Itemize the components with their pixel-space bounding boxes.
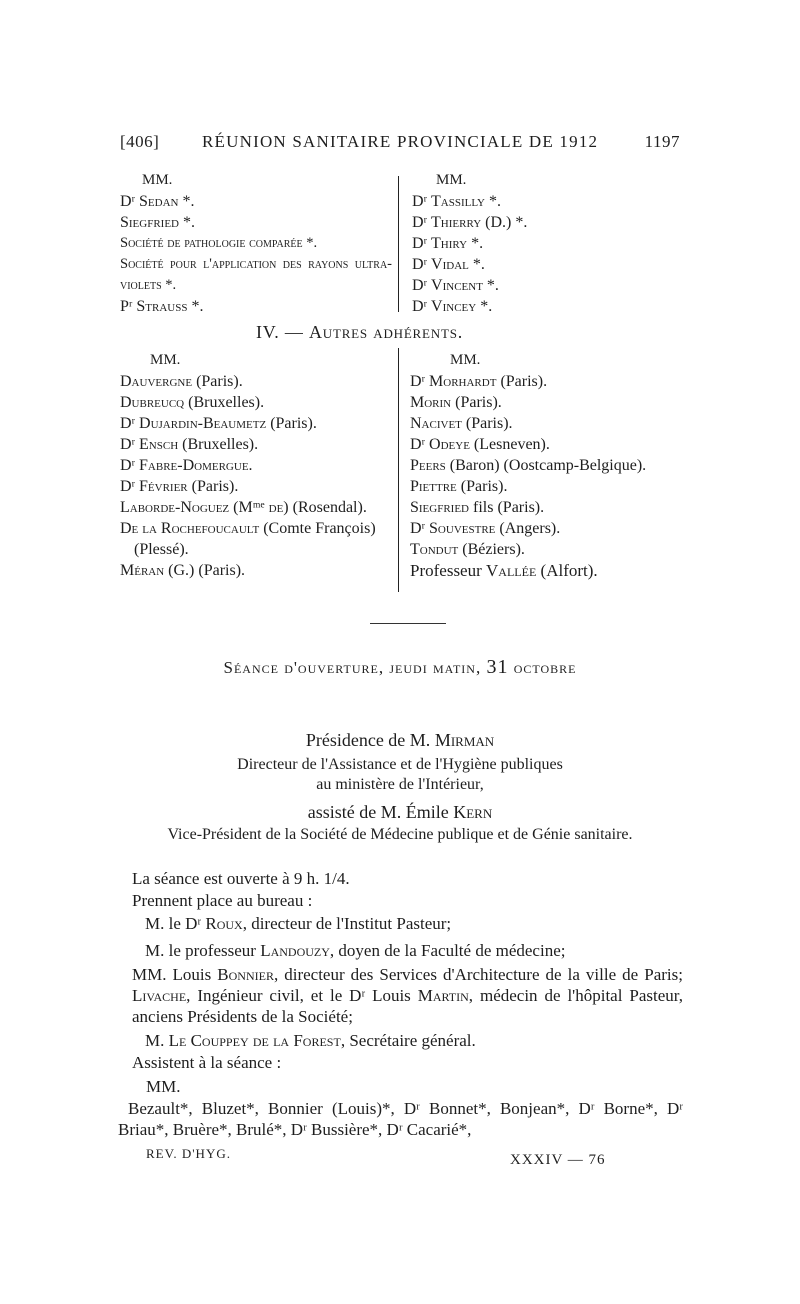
- assistant-line: assisté de M. Émile Kern: [307, 802, 493, 822]
- ministry-line: au ministère de l'Intérieur,: [316, 776, 484, 793]
- list-item: Dʳ Fabre-Domergue.: [120, 457, 253, 474]
- list-item: Piettre (Paris).: [410, 478, 508, 495]
- section-heading: IV. — Autres adhérents.: [256, 322, 464, 342]
- list-item: Morin (Paris).: [410, 394, 502, 411]
- list-item: Dʳ Thiry *.: [412, 235, 484, 252]
- list-item: Professeur Vallée (Alfort).: [410, 561, 598, 580]
- list-item: Dʳ Odeye (Lesneven).: [410, 436, 550, 453]
- list-item: Dubreucq (Bruxelles).: [120, 394, 265, 411]
- list-item: Dʳ Sedan *.: [120, 193, 195, 210]
- vice-president-title: Vice-Président de la Société de Médecine publique et de Génie sanitaire.: [167, 826, 633, 843]
- list-item: Peers (Baron) (Oostcamp-Belgique).: [410, 457, 647, 474]
- list-item: Dʳ Ensch (Bruxelles).: [120, 436, 259, 453]
- list-item: Méran (G.) (Paris).: [120, 562, 246, 579]
- list-item: Laborde-Noguez (Mᵐᵉ de) (Rosendal).: [120, 499, 367, 516]
- mm-heading: MM.: [436, 172, 467, 188]
- paragraph: MM.: [146, 1077, 181, 1096]
- mm-heading: MM.: [450, 352, 481, 368]
- mm-heading: MM.: [150, 352, 181, 368]
- column-divider: [398, 176, 399, 312]
- seance-heading: Séance d'ouverture, jeudi matin, 31 octobre: [223, 656, 577, 678]
- list-item: Pʳ Strauss *.: [120, 298, 204, 315]
- list-item: Dauvergne (Paris).: [120, 373, 243, 390]
- list-item: Dʳ Thierry (D.) *.: [412, 214, 528, 231]
- footer-signature: XXXIV — 76: [510, 1152, 606, 1168]
- running-header: [120, 132, 680, 156]
- list-item: Dʳ Souvestre (Angers).: [410, 520, 561, 537]
- list-item: Nacivet (Paris).: [410, 415, 513, 432]
- list-item: Tondut (Béziers).: [410, 541, 525, 558]
- list-item: Dʳ Vincent *.: [412, 277, 499, 294]
- list-item: De la Rochefoucault (Comte François) (Plessé).: [120, 520, 376, 558]
- list-item: Dʳ Dujardin-Beaumetz (Paris).: [120, 415, 317, 432]
- top-list-left: [120, 170, 392, 317]
- iv-list-left: [120, 350, 388, 581]
- top-list-right: [412, 170, 682, 317]
- paragraph: M. le Dʳ Roux, directeur de l'Institut Pasteur;: [145, 914, 452, 933]
- list-item: Société de pathologie comparée *.: [120, 235, 318, 251]
- paragraph: Bezault*, Bluzet*, Bonnier (Louis)*, Dʳ Bonnet*, Bonjean*, Dʳ Borne*, Dʳ Briau*, Bruère*, Brulé*, Dʳ Bussière*, Dʳ Cacarié*,: [118, 1099, 683, 1139]
- running-title: RÉUNION SANITAIRE PROVINCIALE DE 1912: [202, 132, 599, 151]
- footer-journal: REV. D'HYG.: [146, 1146, 231, 1161]
- list-item: Dʳ Vidal *.: [412, 256, 485, 273]
- paragraph: La séance est ouverte à 9 h. 1/4.: [132, 869, 350, 888]
- right-page-number: 1197: [644, 132, 680, 151]
- list-item: Dʳ Morhardt (Paris).: [410, 373, 548, 390]
- presidence-line: Présidence de M. Mirman: [305, 730, 495, 750]
- paragraph: Prennent place au bureau :: [132, 891, 313, 910]
- list-item: Siegfried *.: [120, 214, 196, 231]
- paragraph: MM. Louis Bonnier, directeur des Services d'Architecture de la ville de Paris; Livache, Ingénieur civil, et le Dʳ Louis Martin, médecin de l'hôpital Pasteur, anciens Présidents de la Société;: [132, 965, 683, 1026]
- mm-heading: MM.: [142, 172, 173, 188]
- list-item: Siegfried fils (Paris).: [410, 499, 545, 516]
- left-page-number: [406]: [120, 132, 160, 151]
- paragraph: Assistent à la séance :: [132, 1053, 282, 1072]
- paragraph: M. le professeur Landouzy, doyen de la Faculté de médecine;: [145, 941, 566, 960]
- list-item: Société pour l'application des rayons ultra-violets *.: [120, 256, 392, 293]
- list-item: Dʳ Février (Paris).: [120, 478, 239, 495]
- column-divider: [398, 348, 399, 592]
- director-title: Directeur de l'Assistance et de l'Hygiène publiques: [237, 756, 563, 773]
- list-item: Dʳ Tassilly *.: [412, 193, 501, 210]
- paragraph: M. Le Couppey de la Forest, Secrétaire général.: [145, 1031, 476, 1050]
- list-item: Dʳ Vincey *.: [412, 298, 493, 315]
- separator-rule: [370, 623, 446, 624]
- iv-list-right: [410, 350, 682, 581]
